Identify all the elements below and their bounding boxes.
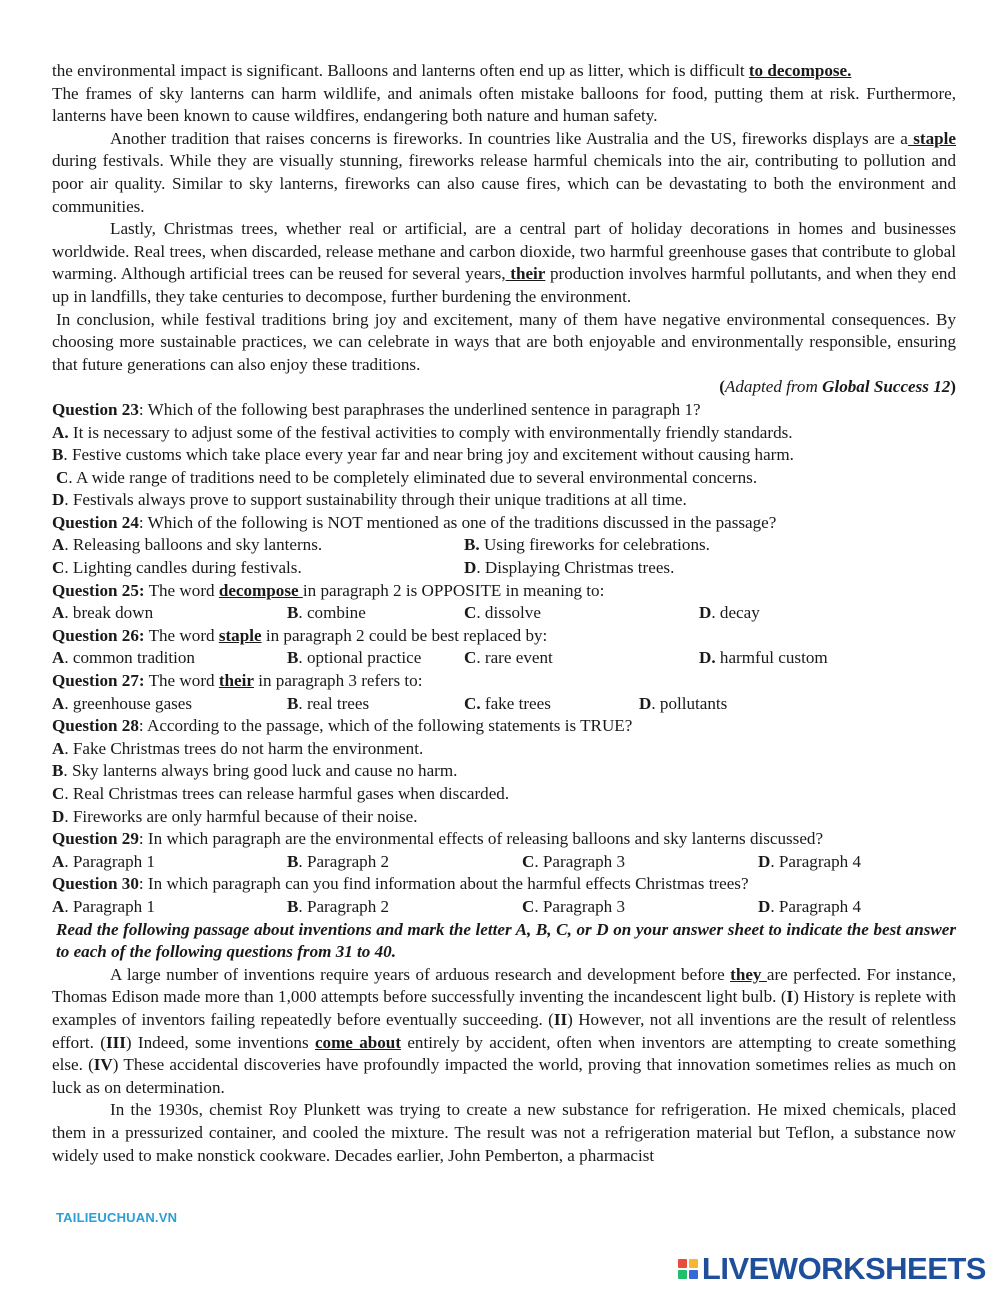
option-d[interactable]: D. Displaying Christmas trees. bbox=[464, 558, 675, 578]
underlined-staple: staple bbox=[907, 128, 956, 148]
option-a[interactable]: A. break down bbox=[52, 603, 154, 623]
question-24: Question 24: Which of the following is NOT mentioned as one of the traditions discussed in the passage? A. Releasing balloons and sky lanterns. B. Using fireworks for celebrations. C. Lighting candles during festivals. D. Displaying Christmas trees. bbox=[52, 512, 956, 580]
option-c[interactable]: C. dissolve bbox=[464, 603, 541, 623]
paragraph-balloons: the environmental impact is significant. Balloons and lanterns often end up as litter, which is difficult to decompose. The frames of sky lanterns can harm wildlife, and animals often mistake balloons for food, putting them at risk. Furthermore, lanterns have been known to cause wildfires, endangering both nature and human safety. bbox=[52, 61, 956, 126]
option-c[interactable]: C. A wide range of traditions need to be completely eliminated due to several environmental concerns. bbox=[56, 467, 758, 487]
option-d[interactable]: D. Festivals always prove to support sustainability through their unique traditions at all time. bbox=[52, 490, 687, 510]
option-c[interactable]: C. rare event bbox=[464, 648, 553, 668]
option-b[interactable]: B. real trees bbox=[287, 693, 370, 713]
underlined-their-q: their bbox=[218, 671, 254, 691]
option-a[interactable]: A. common tradition bbox=[52, 648, 195, 668]
paragraph-fireworks: Another tradition that raises concerns is fireworks. In countries like Australia and the US, fireworks displays are a staple during festivals. While they are visually stunning, fireworks release harmful chemicals into the air, contributing to pollution and poor air quality. Similar to sky lanterns, fireworks can also cause fires, which can be devastating to both the environment and communities. bbox=[52, 128, 956, 216]
liveworksheets-logo: LIVEWORKSHEETS bbox=[678, 1251, 986, 1287]
underlined-their: their bbox=[505, 264, 546, 284]
option-b[interactable]: B. Festive customs which take place every year far and near bring joy and excitement without causing harm. bbox=[52, 445, 794, 465]
liveworksheets-blocks-icon bbox=[678, 1259, 698, 1279]
question-28: Question 28: According to the passage, which of the following statements is TRUE? A. Fake Christmas trees do not harm the environment. B. Sky lanterns always bring good luck and cause no harm. C. Real Christmas trees can release harmful gases when discarded. D. Fireworks are only harmful because of their noise. bbox=[52, 715, 956, 828]
question-27: Question 27: The word their in paragraph 3 refers to: A. greenhouse gases B. real trees C. fake trees D. pollutants bbox=[52, 670, 956, 715]
question-30: Question 30: In which paragraph can you find information about the harmful effects Christmas trees? A. Paragraph 1 B. Paragraph 2 C. Paragraph 3 D. Paragraph 4 bbox=[52, 873, 956, 918]
option-a[interactable]: A. It is necessary to adjust some of the festival activities to comply with environmentally friendly standards. bbox=[52, 422, 793, 442]
tailieuchuan-logo: TAILIEUCHUAN.VN bbox=[56, 1210, 178, 1225]
option-c[interactable]: C. Lighting candles during festivals. bbox=[52, 558, 302, 578]
option-b[interactable]: B. optional practice bbox=[287, 648, 422, 668]
option-a[interactable]: A. Releasing balloons and sky lanterns. bbox=[52, 535, 323, 555]
option-b[interactable]: B. Paragraph 2 bbox=[287, 851, 390, 871]
question-29: Question 29: In which paragraph are the environmental effects of releasing balloons and sky lanterns discussed? A. Paragraph 1 B. Paragraph 2 C. Paragraph 3 D. Paragraph 4 bbox=[52, 828, 956, 873]
source-citation: (Adapted from Global Success 12) bbox=[719, 377, 956, 397]
paragraph-christmas-trees: Lastly, Christmas trees, whether real or artificial, are a central part of holiday decorations in homes and businesses worldwide. Real trees, when discarded, release methane and carbon dioxide, two harmful greenhouse gases that contribute to global warming. Although artificial trees can be reused for several years, their production involves harmful pollutants, and when they end up in landfills, they take centuries to decompose, further burdening the environment. bbox=[52, 219, 956, 306]
option-b[interactable]: B. Paragraph 2 bbox=[287, 896, 390, 916]
option-b[interactable]: B. Using fireworks for celebrations. bbox=[464, 535, 710, 555]
underlined-decompose: decompose bbox=[218, 580, 303, 600]
option-b[interactable]: B. combine bbox=[287, 603, 366, 623]
underlined-to-decompose: to decompose. bbox=[748, 61, 852, 80]
question-25: Question 25: The word decompose in paragraph 2 is OPPOSITE in meaning to: A. break down B. combine C. dissolve D. decay bbox=[52, 580, 956, 625]
option-c[interactable]: C. Paragraph 3 bbox=[522, 896, 626, 916]
section-instruction: Read the following passage about inventions and mark the letter A, B, C, or D on your answer sheet to indicate the best answer to each of the following questions from 31 to 40. bbox=[56, 919, 956, 962]
question-26: Question 26: The word staple in paragraph 2 could be best replaced by: A. common tradition B. optional practice C. rare event D. harmful custom bbox=[52, 625, 956, 670]
underlined-they: they bbox=[730, 964, 767, 984]
paragraph-conclusion: In conclusion, while festival traditions bring joy and excitement, many of them have negative environmental consequences. By choosing more sustainable practices, we can celebrate in ways that are both enjoyable and environmentally responsible, ensuring that future generations can also enjoy these traditions. bbox=[52, 309, 956, 374]
option-d[interactable]: D. pollutants bbox=[639, 693, 728, 713]
option-d[interactable]: D. harmful custom bbox=[699, 648, 828, 668]
option-b[interactable]: B. Sky lanterns always bring good luck and cause no harm. bbox=[52, 761, 458, 781]
option-a[interactable]: A. greenhouse gases bbox=[52, 693, 193, 713]
option-d[interactable]: D. decay bbox=[699, 603, 760, 623]
option-a[interactable]: A. Fake Christmas trees do not harm the environment. bbox=[52, 738, 424, 758]
underlined-come-about: come about bbox=[314, 1032, 402, 1052]
paragraph-inventions-1: A large number of inventions require years of arduous research and development before they are perfected. For instance, Thomas Edison made more than 1,000 attempts before successfully inventing the incandescent light bulb. (I) History is replete with examples of inventors failing repeatedly before eventually succeeding. (II) However, not all inventions are the result of relentless effort. (III) Indeed, some inventions come about entirely by accident, often when inventors are attempting to create something else. (IV) These accidental discoveries have profoundly impacted the world, proving that innovation sometimes relies as much on luck as on determination. bbox=[52, 964, 957, 1097]
worksheet-page bbox=[52, 60, 956, 1167]
option-c[interactable]: C. fake trees bbox=[464, 693, 551, 713]
paragraph-inventions-2: In the 1930s, chemist Roy Plunkett was trying to create a new substance for refrigeration. He mixed chemicals, placed them in a pressurized container, and cooled the mixture. The result was not a refrigeration material but Teflon, a substance now widely used to make nonstick cookware. Decades earlier, John Pemberton, a pharmacist bbox=[52, 1100, 956, 1165]
option-d[interactable]: D. Paragraph 4 bbox=[758, 896, 862, 916]
option-d[interactable]: D. Paragraph 4 bbox=[758, 851, 862, 871]
option-d[interactable]: D. Fireworks are only harmful because of their noise. bbox=[52, 806, 418, 826]
option-a[interactable]: A. Paragraph 1 bbox=[52, 851, 156, 871]
option-c[interactable]: C. Real Christmas trees can release harmful gases when discarded. bbox=[52, 784, 510, 803]
option-c[interactable]: C. Paragraph 3 bbox=[522, 851, 626, 871]
underlined-staple-q: staple bbox=[218, 625, 262, 645]
question-23: Question 23: Which of the following best paraphrases the underlined sentence in paragraph 1? A. It is necessary to adjust some of the festival activities to comply with environmentally friendly standards. B. Festive customs which take place every year far and near bring joy and excitement without causing harm. C. A wide range of traditions need to be completely eliminated due to several environmental concerns. D. Festivals always prove to support sustainability through their unique traditions at all time. bbox=[52, 399, 956, 512]
option-a[interactable]: A. Paragraph 1 bbox=[52, 896, 156, 916]
